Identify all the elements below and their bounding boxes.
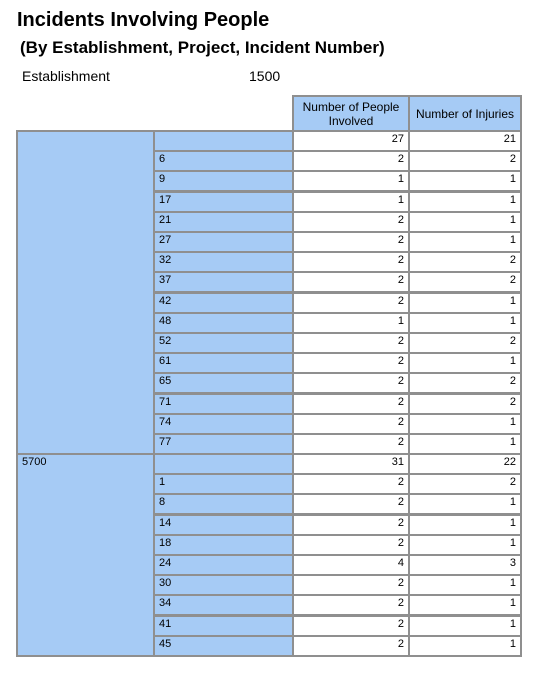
people-involved-cell: 2 — [292, 271, 410, 293]
incident-number-cell[interactable]: 21 — [153, 211, 294, 233]
injuries-cell: 1 — [408, 352, 522, 374]
incident-number-cell[interactable]: 77 — [153, 433, 294, 455]
group-total-injuries: 22 — [408, 453, 522, 475]
incident-number-cell[interactable]: 41 — [153, 615, 294, 637]
incident-number-cell[interactable]: 74 — [153, 413, 294, 435]
incident-number-cell[interactable]: 42 — [153, 292, 294, 314]
people-involved-cell: 1 — [292, 170, 410, 192]
establishment-group-cell: 5700 — [16, 453, 155, 657]
incident-number-cell[interactable]: 30 — [153, 574, 294, 596]
group-total-label-cell — [153, 130, 294, 152]
injuries-cell: 1 — [408, 413, 522, 435]
incident-number-cell[interactable]: 32 — [153, 251, 294, 273]
establishment-label: Establishment — [22, 68, 110, 84]
injuries-cell: 1 — [408, 534, 522, 556]
people-involved-cell: 2 — [292, 292, 410, 314]
people-involved-cell: 2 — [292, 332, 410, 354]
incident-number-cell[interactable]: 9 — [153, 170, 294, 192]
incident-number-cell[interactable]: 45 — [153, 635, 294, 657]
people-involved-cell: 2 — [292, 372, 410, 394]
people-involved-cell: 2 — [292, 413, 410, 435]
group-total-people: 31 — [292, 453, 410, 475]
people-involved-cell: 2 — [292, 231, 410, 253]
incident-number-cell[interactable]: 71 — [153, 393, 294, 415]
people-involved-cell: 2 — [292, 594, 410, 616]
incident-number-cell[interactable]: 37 — [153, 271, 294, 293]
injuries-cell: 1 — [408, 312, 522, 334]
injuries-cell: 1 — [408, 493, 522, 515]
injuries-cell: 1 — [408, 170, 522, 192]
column-header-people: Number of People Involved — [292, 95, 410, 132]
injuries-cell: 3 — [408, 554, 522, 576]
incident-number-cell[interactable]: 65 — [153, 372, 294, 394]
injuries-cell: 2 — [408, 271, 522, 293]
incident-number-cell[interactable]: 24 — [153, 554, 294, 576]
incident-number-cell[interactable]: 8 — [153, 493, 294, 515]
injuries-cell: 1 — [408, 615, 522, 637]
people-involved-cell: 2 — [292, 393, 410, 415]
injuries-cell: 1 — [408, 211, 522, 233]
group-total-label-cell — [153, 453, 294, 475]
incident-number-cell[interactable]: 14 — [153, 514, 294, 536]
people-involved-cell: 2 — [292, 534, 410, 556]
injuries-cell: 2 — [408, 372, 522, 394]
people-involved-cell: 2 — [292, 635, 410, 657]
incident-number-cell[interactable]: 52 — [153, 332, 294, 354]
incident-number-cell[interactable]: 1 — [153, 473, 294, 495]
incident-number-cell[interactable]: 61 — [153, 352, 294, 374]
injuries-cell: 1 — [408, 635, 522, 657]
people-involved-cell: 1 — [292, 312, 410, 334]
people-involved-cell: 2 — [292, 514, 410, 536]
injuries-cell: 2 — [408, 251, 522, 273]
people-involved-cell: 2 — [292, 493, 410, 515]
establishment-group-cell — [16, 130, 155, 455]
injuries-cell: 1 — [408, 594, 522, 616]
people-involved-cell: 2 — [292, 615, 410, 637]
report-subtitle: (By Establishment, Project, Incident Number) — [20, 38, 385, 57]
injuries-cell: 2 — [408, 393, 522, 415]
incident-number-cell[interactable]: 48 — [153, 312, 294, 334]
people-involved-cell: 2 — [292, 574, 410, 596]
injuries-cell: 1 — [408, 433, 522, 455]
report-title: Incidents Involving People — [17, 9, 270, 31]
group-total-people: 27 — [292, 130, 410, 152]
group-total-injuries: 21 — [408, 130, 522, 152]
people-involved-cell: 2 — [292, 352, 410, 374]
column-header-injuries: Number of Injuries — [408, 95, 522, 132]
injuries-cell: 2 — [408, 473, 522, 495]
people-involved-cell: 4 — [292, 554, 410, 576]
people-involved-cell: 2 — [292, 433, 410, 455]
injuries-cell: 1 — [408, 231, 522, 253]
injuries-cell: 1 — [408, 514, 522, 536]
incident-number-cell[interactable]: 34 — [153, 594, 294, 616]
incident-number-cell[interactable]: 6 — [153, 150, 294, 172]
people-involved-cell: 1 — [292, 191, 410, 213]
people-involved-cell: 2 — [292, 473, 410, 495]
incident-number-cell[interactable]: 27 — [153, 231, 294, 253]
injuries-cell: 2 — [408, 332, 522, 354]
people-involved-cell: 2 — [292, 211, 410, 233]
people-involved-cell: 2 — [292, 150, 410, 172]
people-involved-cell: 2 — [292, 251, 410, 273]
injuries-cell: 2 — [408, 150, 522, 172]
incident-number-cell[interactable]: 18 — [153, 534, 294, 556]
establishment-value: 1500 — [249, 68, 281, 84]
injuries-cell: 1 — [408, 191, 522, 213]
injuries-cell: 1 — [408, 574, 522, 596]
incident-number-cell[interactable]: 17 — [153, 191, 294, 213]
injuries-cell: 1 — [408, 292, 522, 314]
